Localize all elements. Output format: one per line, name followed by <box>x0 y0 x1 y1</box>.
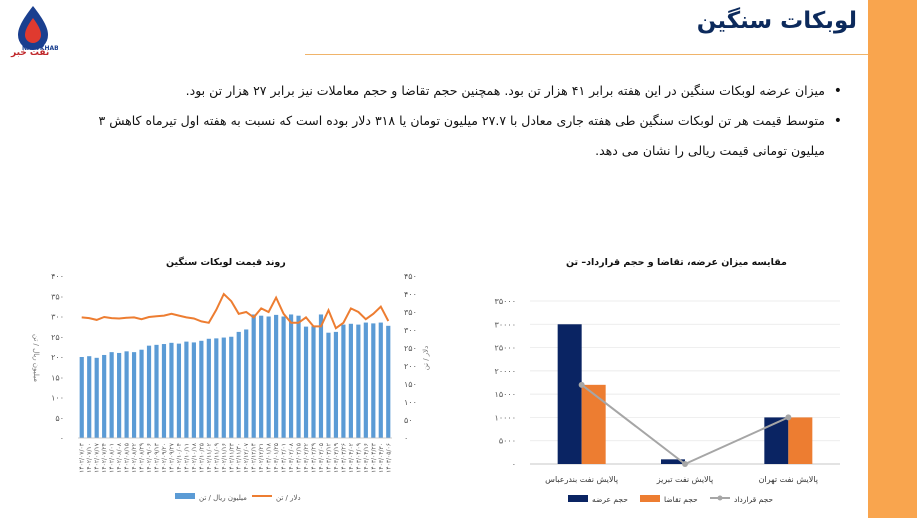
legend-label-bars: میلیون ریال / تن <box>199 494 247 502</box>
y-left-tick-label: ۳۰۰ <box>51 312 64 322</box>
bar <box>289 314 293 438</box>
bar <box>237 332 241 438</box>
series-line <box>82 294 389 328</box>
x-tick-label: ۱۴۰۲/۱۰/۱۸ <box>190 443 198 473</box>
x-tick-label: ۱۴۰۲/۱۰/۱۱ <box>183 443 191 473</box>
bar <box>184 342 188 438</box>
x-tick-label: ۱۴۰۳/۰۲/۰۱ <box>280 443 288 473</box>
bar <box>229 337 233 438</box>
bar-supply <box>764 417 788 464</box>
bar <box>341 325 345 438</box>
bar <box>267 317 271 439</box>
x-tick-label: ۱۴۰۲/۰۹/۱۳ <box>153 443 161 473</box>
bar <box>177 344 181 438</box>
x-tick-label: ۱۴۰۲/۱۱/۱۶ <box>220 443 228 473</box>
bar-supply <box>558 324 582 464</box>
x-tick-label: ۱۴۰۲/۱۲/۲۱ <box>258 443 266 473</box>
y-left-tick-label: ۰ <box>59 434 64 443</box>
y-tick-label: ۲۵۰۰۰ <box>494 343 516 353</box>
x-tick-label: ۱۴۰۲/۰۸/۰۸ <box>116 443 124 473</box>
bar <box>87 356 91 438</box>
x-tick-label: ۱۴۰۳/۰۱/۲۵ <box>273 443 281 473</box>
bar <box>356 325 360 438</box>
x-tick-label: ۱۴۰۳/۰۳/۱۲ <box>325 443 333 473</box>
bar <box>132 352 136 438</box>
x-tick-label: ۱۴۰۳/۰۲/۱۵ <box>295 443 303 473</box>
x-tick-label: ۱۴۰۲/۱۲/۱۴ <box>250 443 258 473</box>
bullet-item: • متوسط قیمت هر تن لوبکات سنگین طی هفته جاری معادل با ۲۷.۷ میلیون تومان یا ۳۱۸ دلار بوده است که نسبت به هفته اول تیرماه کاهش ۳ میلیون تومانی قیمت ریالی را نشان می دهد. <box>85 106 845 166</box>
y-right-tick-label: ۲۰۰ <box>404 362 417 371</box>
bar <box>334 332 338 438</box>
x-tick-label: ۱۴۰۳/۰۲/۲۲ <box>303 443 311 473</box>
bar <box>371 323 375 438</box>
bar <box>125 351 129 438</box>
bar <box>154 345 158 438</box>
page-title: لوبکات سنگین <box>696 8 857 34</box>
bar <box>259 316 263 438</box>
x-tick-label: ۱۴۰۳/۰۳/۱۹ <box>332 443 340 473</box>
header-divider <box>305 54 868 55</box>
y-right-axis-label: دلار / تن <box>422 345 430 371</box>
y-left-tick-label: ۲۵۰ <box>51 332 64 342</box>
x-tick-label: ۱۴۰۲/۰۸/۰۱ <box>108 443 116 473</box>
x-tick-label: ۱۴۰۳/۰۴/۰۹ <box>355 443 363 473</box>
bar <box>214 338 218 438</box>
x-tick-label: ۱۴۰۳/۰۴/۲۳ <box>370 443 378 473</box>
x-tick-label: ۱۴۰۳/۰۱/۱۸ <box>265 443 273 473</box>
y-right-tick-label: ۱۰۰ <box>404 398 417 407</box>
y-left-tick-label: ۵۰ <box>55 413 64 423</box>
x-tick-label: ۱۴۰۲/۰۸/۲۲ <box>131 443 139 473</box>
x-tick-label: ۱۴۰۲/۰۹/۲۰ <box>160 443 168 473</box>
bar <box>379 323 383 438</box>
x-tick-label: ۱۴۰۲/۱۲/۰۷ <box>243 443 251 473</box>
x-tick-label: ۱۴۰۲/۰۹/۰۶ <box>146 443 154 473</box>
bar <box>319 314 323 438</box>
price-trend-chart-title: روند قیمت لوبکات سنگین <box>166 257 286 268</box>
y-tick-label: ۱۵۰۰۰ <box>494 390 516 400</box>
y-tick-label: ۳۵۰۰۰ <box>494 297 516 306</box>
bar <box>244 329 248 438</box>
y-tick-label: ۵۰۰۰ <box>498 436 516 446</box>
y-right-tick-label: ۵۰ <box>404 416 413 425</box>
y-left-tick-label: ۱۰۰ <box>51 393 64 403</box>
x-tick-label: ۱۴۰۲/۱۰/۰۴ <box>175 443 183 473</box>
y-left-tick-label: ۱۵۰ <box>51 373 64 383</box>
x-tick-label: ۱۴۰۳/۰۴/۱۶ <box>362 443 370 473</box>
x-tick-label: ۱۴۰۲/۱۱/۰۲ <box>205 443 213 473</box>
x-tick-label: ۱۴۰۳/۰۴/۳۰ <box>377 443 385 473</box>
legend-label-contract: حجم قرارداد <box>734 495 774 504</box>
bar <box>147 346 151 438</box>
y-left-tick-label: ۴۰۰ <box>51 272 64 281</box>
legend-label-line: دلار / تن <box>276 494 301 502</box>
logo-subtext: NAFTKHAB <box>22 45 58 52</box>
bar <box>274 315 278 438</box>
bar <box>326 333 330 438</box>
y-right-tick-label: ۳۰۰ <box>404 326 417 335</box>
y-tick-label: ۳۰۰۰۰ <box>494 320 516 330</box>
bullet-item: • میزان عرضه لوبکات سنگین در این هفته برابر ۴۱ هزار تن بود. همچنین حجم تقاضا و حجم معاملات نیز برابر ۲۷ هزار تن بود. <box>85 76 845 106</box>
y-right-tick-label: ۴۵۰ <box>404 272 417 281</box>
bar <box>80 357 84 438</box>
y-left-tick-label: ۲۰۰ <box>51 353 64 362</box>
legend-swatch-demand <box>640 495 660 502</box>
y-left-axis-label: میلیون ریال / تن <box>32 334 40 382</box>
marker-contract <box>579 382 585 388</box>
bar <box>311 326 315 438</box>
y-right-tick-label: ۱۵۰ <box>404 380 417 389</box>
bar <box>207 339 211 438</box>
legend-marker-contract <box>718 496 723 501</box>
bar <box>199 341 203 438</box>
bar <box>139 350 143 438</box>
marker-contract <box>785 414 791 420</box>
y-right-tick-label: ۴۰۰ <box>404 290 417 299</box>
y-tick-label: ۰ <box>511 460 516 469</box>
x-tick-label: پالایش نفت تبریز <box>656 475 714 484</box>
bar <box>252 314 256 438</box>
bar <box>117 353 121 438</box>
y-right-tick-label: ۰ <box>404 434 409 443</box>
series-line-contract <box>582 385 789 464</box>
bar <box>95 358 99 438</box>
x-tick-label: ۱۴۰۲/۰۷/۱۰ <box>86 443 94 473</box>
bar <box>222 338 226 438</box>
x-tick-label: ۱۴۰۲/۱۰/۲۵ <box>198 443 206 473</box>
x-tick-label: ۱۴۰۲/۱۱/۳۰ <box>235 443 243 473</box>
x-tick-label: ۱۴۰۳/۰۳/۲۶ <box>340 443 348 473</box>
x-tick-label: ۱۴۰۳/۰۲/۲۹ <box>310 443 318 473</box>
bar <box>296 316 300 438</box>
supply-demand-chart <box>470 286 850 511</box>
y-tick-label: ۲۰۰۰۰ <box>494 366 516 376</box>
x-tick-label: ۱۴۰۲/۰۸/۲۹ <box>138 443 146 473</box>
legend-swatch-bars <box>175 493 195 499</box>
bar-demand <box>788 417 812 464</box>
y-left-tick-label: ۳۵۰ <box>51 292 64 302</box>
bar <box>304 327 308 438</box>
x-tick-label: ۱۴۰۲/۰۹/۲۷ <box>168 443 176 473</box>
x-tick-label: ۱۴۰۲/۱۱/۲۳ <box>228 443 236 473</box>
legend-swatch-supply <box>568 495 588 502</box>
y-right-tick-label: ۳۵۰ <box>404 308 417 317</box>
bar <box>282 317 286 439</box>
legend-label-demand: حجم تقاضا <box>664 495 698 504</box>
x-tick-label: ۱۴۰۳/۰۲/۰۸ <box>288 443 296 473</box>
y-tick-label: ۱۰۰۰۰ <box>494 413 516 423</box>
x-tick-label: ۱۴۰۲/۰۷/۲۴ <box>101 443 109 473</box>
x-tick-label: ۱۴۰۳/۰۵/۰۶ <box>385 443 393 473</box>
bar <box>102 355 106 438</box>
bar <box>169 343 173 438</box>
bar <box>192 342 196 438</box>
x-tick-label: ۱۴۰۲/۰۸/۱۵ <box>123 443 131 473</box>
x-tick-label: پالایش نفت بندرعباس <box>545 475 619 484</box>
bar <box>364 323 368 438</box>
x-tick-label: ۱۴۰۲/۰۷/۰۳ <box>78 443 86 473</box>
x-tick-label: ۱۴۰۲/۰۷/۱۷ <box>93 443 101 473</box>
bar <box>386 326 390 438</box>
bullet-list <box>85 76 845 166</box>
x-tick-label: ۱۴۰۳/۰۳/۰۵ <box>317 443 325 473</box>
bar-demand <box>582 385 606 464</box>
supply-demand-chart-title: مقایسه میزان عرضه، تقاضا و حجم قرارداد– تن <box>566 257 787 268</box>
legend-label-supply: حجم عرضه <box>592 495 628 504</box>
y-right-tick-label: ۲۵۰ <box>404 344 417 353</box>
x-tick-label: پالایش نفت تهران <box>758 475 818 484</box>
logo-text: نفت خبر <box>11 48 50 58</box>
accent-side-band <box>868 0 917 518</box>
bar <box>110 352 114 438</box>
marker-contract <box>682 461 688 467</box>
bar <box>162 344 166 438</box>
x-tick-label: ۱۴۰۲/۱۱/۰۹ <box>213 443 221 473</box>
bar <box>349 324 353 438</box>
x-tick-label: ۱۴۰۳/۰۴/۰۲ <box>347 443 355 473</box>
price-trend-chart <box>20 266 440 511</box>
